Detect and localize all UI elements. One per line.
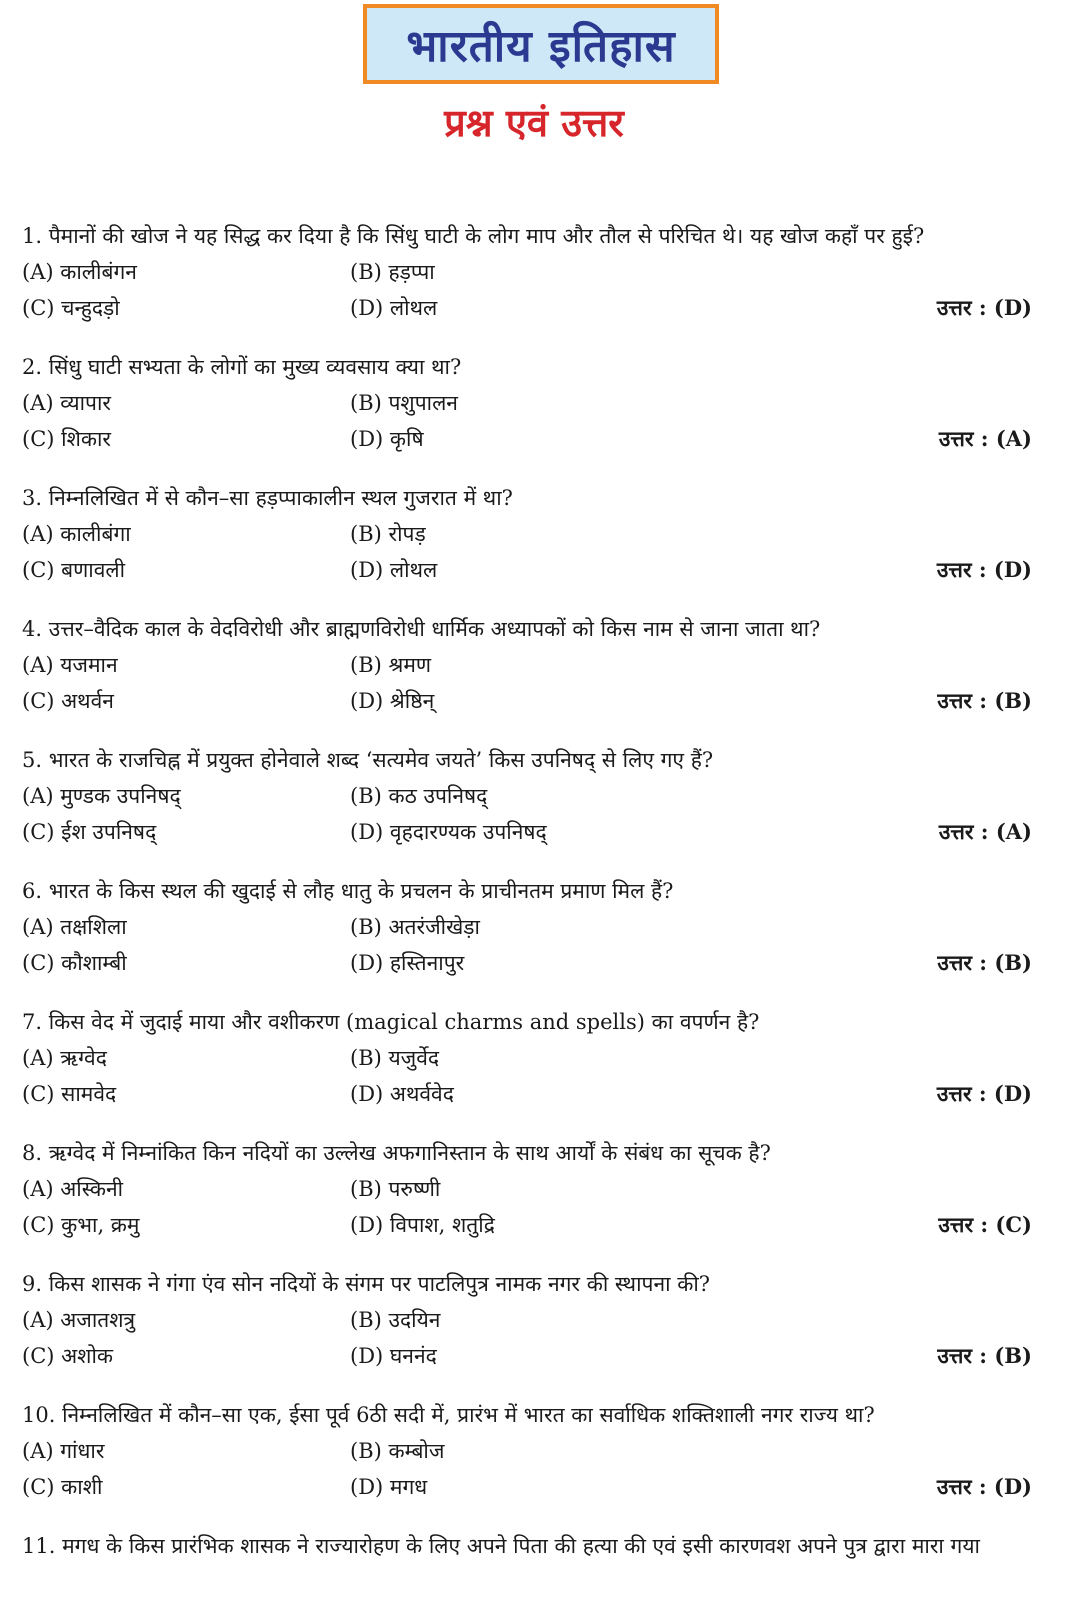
options-row: [22, 290, 1052, 326]
option-c: (C) सामवेद: [22, 1082, 117, 1106]
question-item: [22, 1266, 1052, 1397]
option-c: (C) बणावली: [22, 558, 126, 582]
option-a: (A) ऋग्वेद: [22, 1046, 107, 1070]
options-row: [22, 1207, 1052, 1243]
title-box: [363, 4, 719, 84]
option-b: (B) कम्बोज: [350, 1439, 445, 1463]
question-text: 2. सिंधु घाटी सभ्यता के लोगों का मुख्य व्यवसाय क्या था?: [22, 355, 462, 379]
option-c: (C) कुभा, क्रमु: [22, 1213, 140, 1237]
option-b: (B) उदयिन: [350, 1308, 441, 1332]
answer-label: उत्तर : (B): [937, 688, 1032, 713]
options-row: [22, 385, 1052, 421]
option-a: (A) अजातशत्रु: [22, 1308, 136, 1332]
option-b: (B) रोपड़: [350, 522, 426, 546]
question-text: 4. उत्तर–वैदिक काल के वेदविरोधी और ब्राह्मणविरोधी धार्मिक अध्यापकों को किस नाम से जाना जाता था?: [22, 617, 821, 641]
question-list: [22, 218, 1052, 1568]
options-row: [22, 647, 1052, 683]
answer-label: उत्तर : (A): [938, 819, 1032, 844]
options-row: [22, 1338, 1052, 1374]
question-text: 7. किस वेद में जुदाई माया और वशीकरण (magical charms and spells) का वपर्णन है?: [22, 1010, 760, 1034]
option-d: (D) कृषि: [350, 427, 424, 451]
question-item: [22, 873, 1052, 1004]
answer-label: उत्तर : (D): [936, 295, 1032, 320]
option-d: (D) मगध: [350, 1475, 428, 1499]
question-text: 5. भारत के राजचिह्न में प्रयुक्त होनेवाले शब्द ‘सत्यमेव जयते’ किस उपनिषद् से लिए गए हैं?: [22, 748, 714, 772]
option-b: (B) कठ उपनिषद्: [350, 784, 488, 808]
question-text: 10. निम्नलिखित में कौन–सा एक, ईसा पूर्व 6ठी सदी में, प्रारंभ में भारत का सर्वाधिक शक्तिशाली नगर राज्य था?: [22, 1403, 875, 1427]
options-row: [22, 421, 1052, 457]
question-text: 11. मगध के किस प्रारंभिक शासक ने राज्यारोहण के लिए अपने पिता की हत्या की एवं इसी कारणवश अपने पुत्र द्वारा मारा गया: [22, 1534, 980, 1558]
answer-label: उत्तर : (D): [936, 1474, 1032, 1499]
question-item: [22, 1135, 1052, 1266]
question-item: [22, 1004, 1052, 1135]
option-d: (D) श्रेष्ठिन्: [350, 689, 435, 713]
answer-label: उत्तर : (D): [936, 1081, 1032, 1106]
option-a: (A) कालीबंगन: [22, 260, 137, 284]
option-c: (C) काशी: [22, 1475, 103, 1499]
option-a: (A) गांधार: [22, 1439, 105, 1463]
option-b: (B) यजुर्वेद: [350, 1046, 440, 1070]
option-d: (D) अथर्ववेद: [350, 1082, 454, 1106]
options-row: [22, 1433, 1052, 1469]
answer-label: उत्तर : (D): [936, 557, 1032, 582]
question-text: 9. किस शासक ने गंगा एंव सोन नदियों के संगम पर पाटलिपुत्र नामक नगर की स्थापना की?: [22, 1272, 711, 1296]
option-a: (A) व्यापार: [22, 391, 111, 415]
option-b: (B) श्रमण: [350, 653, 432, 677]
options-row: [22, 1469, 1052, 1505]
options-row: [22, 1076, 1052, 1112]
answer-label: उत्तर : (A): [938, 426, 1032, 451]
answer-label: उत्तर : (B): [937, 950, 1032, 975]
question-item-partial: [22, 1528, 1052, 1568]
question-item: [22, 349, 1052, 480]
question-item: [22, 611, 1052, 742]
option-a: (A) कालीबंगा: [22, 522, 131, 546]
options-row: [22, 909, 1052, 945]
option-c: (C) कौशाम्बी: [22, 951, 127, 975]
options-row: [22, 683, 1052, 719]
option-d: (D) हस्तिनापुर: [350, 951, 465, 975]
options-row: [22, 814, 1052, 850]
option-b: (B) अतरंजीखेड़ा: [350, 915, 480, 939]
option-d: (D) वृहदारण्यक उपनिषद्: [350, 820, 547, 844]
option-c: (C) शिकार: [22, 427, 112, 451]
option-c: (C) चन्हुदड़ो: [22, 296, 120, 320]
question-text: 8. ऋग्वेद में निम्नांकित किन नदियों का उल्लेख अफगानिस्तान के साथ आर्यों के संबंध का सूचक है?: [22, 1141, 771, 1165]
option-b: (B) पशुपालन: [350, 391, 458, 415]
option-d: (D) विपाश, शतुद्रि: [350, 1213, 495, 1237]
option-c: (C) अशोक: [22, 1344, 114, 1368]
options-row: [22, 1171, 1052, 1207]
option-c: (C) ईश उपनिषद्: [22, 820, 157, 844]
option-a: (A) मुण्डक उपनिषद्: [22, 784, 181, 808]
answer-label: उत्तर : (C): [938, 1212, 1032, 1237]
page-subtitle: प्रश्न एवं उत्तर: [444, 101, 624, 145]
options-row: [22, 552, 1052, 588]
option-a: (A) अस्किनी: [22, 1177, 124, 1201]
option-b: (B) परुष्णी: [350, 1177, 441, 1201]
option-d: (D) घननंद: [350, 1344, 437, 1368]
question-text: 6. भारत के किस स्थल की खुदाई से लौह धातु के प्रचलन के प्राचीनतम प्रमाण मिल हैं?: [22, 879, 674, 903]
option-a: (A) यजमान: [22, 653, 118, 677]
answer-label: उत्तर : (B): [937, 1343, 1032, 1368]
options-row: [22, 1302, 1052, 1338]
question-item: [22, 742, 1052, 873]
option-b: (B) हड़प्पा: [350, 260, 435, 284]
page-title: भारतीय इतिहास: [406, 21, 676, 72]
options-row: [22, 778, 1052, 814]
page-header: [0, 0, 1068, 150]
options-row: [22, 1040, 1052, 1076]
option-d: (D) लोथल: [350, 558, 438, 582]
option-d: (D) लोथल: [350, 296, 438, 320]
option-a: (A) तक्षशिला: [22, 915, 127, 939]
option-c: (C) अथर्वन: [22, 689, 114, 713]
question-text: 3. निम्नलिखित में से कौन–सा हड़प्पाकालीन स्थल गुजरात में था?: [22, 486, 513, 510]
question-item: [22, 1397, 1052, 1528]
options-row: [22, 945, 1052, 981]
question-text: 1. पैमानों की खोज ने यह सिद्ध कर दिया है कि सिंधु घाटी के लोग माप और तौल से परिचित थे। यह खोज कहाँ पर हुई?: [22, 224, 925, 248]
options-row: [22, 516, 1052, 552]
question-item: [22, 480, 1052, 611]
options-row: [22, 254, 1052, 290]
question-item: [22, 218, 1052, 349]
